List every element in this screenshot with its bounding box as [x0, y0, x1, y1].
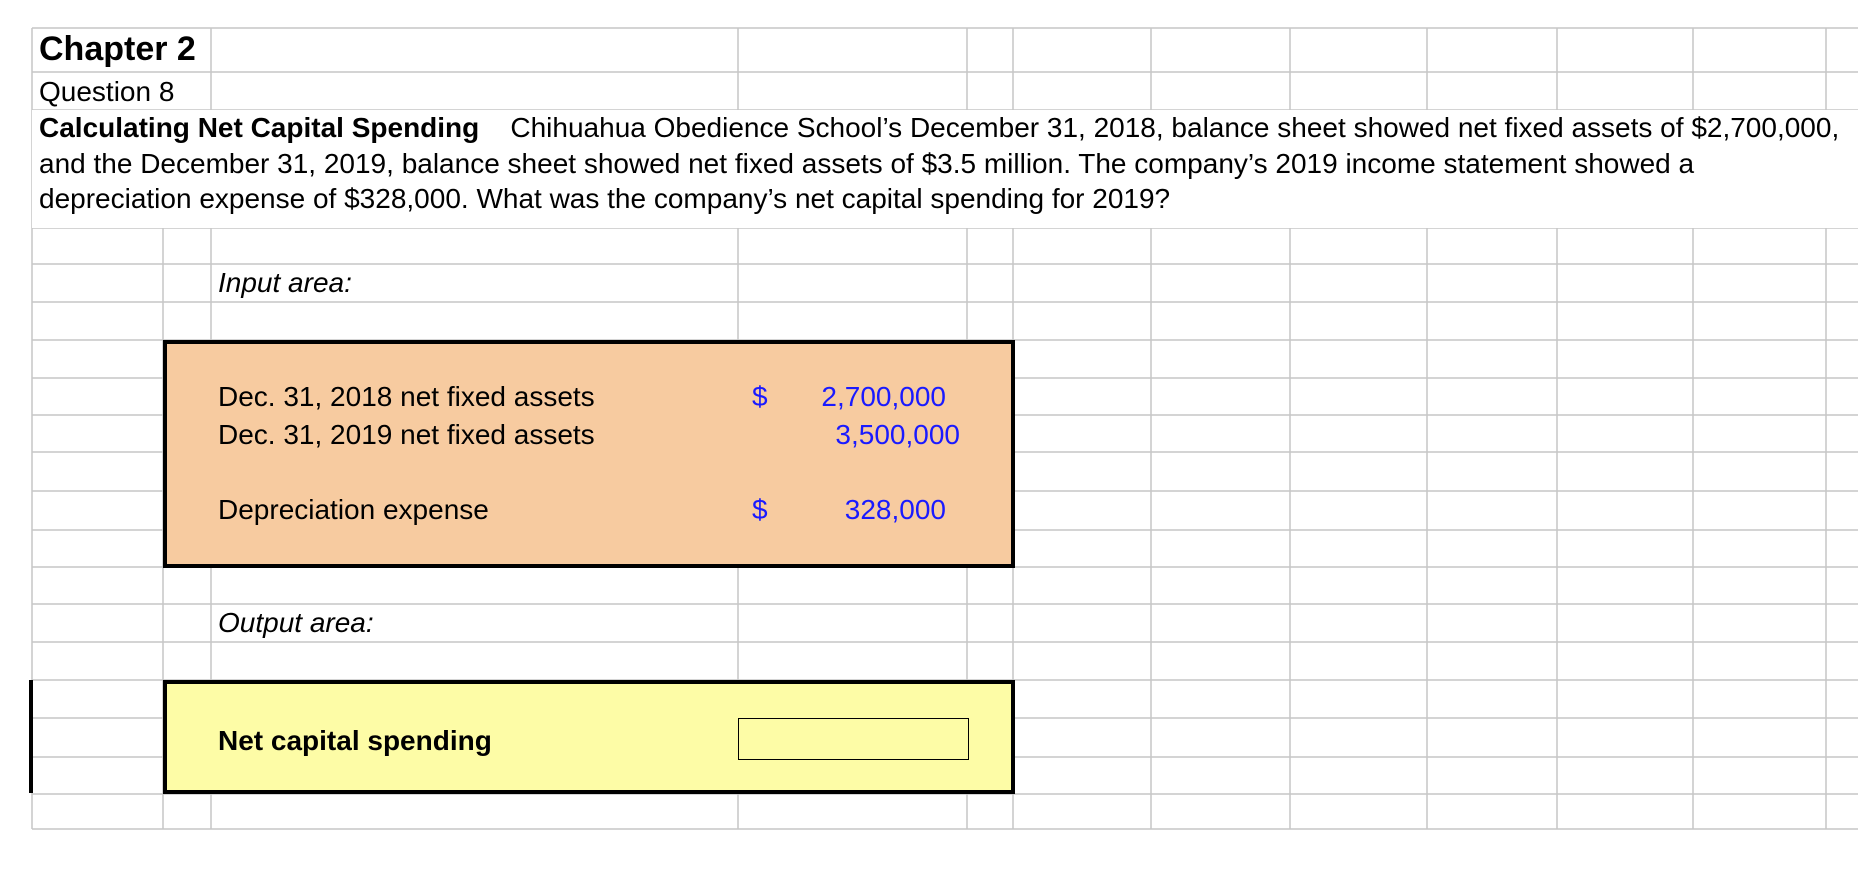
- input-label-2018-assets: Dec. 31, 2018 net fixed assets: [218, 381, 595, 412]
- net-capital-spending-label: Net capital spending: [218, 725, 492, 756]
- input-value-depreciation[interactable]: 328,000: [844, 494, 946, 525]
- row-border-marker: [29, 680, 33, 793]
- input-label-depreciation: Depreciation expense: [218, 494, 489, 525]
- output-area-label: Output area:: [218, 607, 374, 638]
- net-capital-spending-answer-cell[interactable]: [738, 718, 969, 760]
- input-value-2018-assets[interactable]: 2,700,000: [821, 381, 946, 412]
- question-label: Question 8: [39, 76, 175, 107]
- chapter-heading: Chapter 2: [39, 30, 196, 68]
- currency-symbol-depreciation: $: [752, 494, 768, 525]
- problem-statement: [39, 110, 1851, 217]
- input-value-2019-assets[interactable]: 3,500,000: [835, 419, 960, 450]
- input-label-2019-assets: Dec. 31, 2019 net fixed assets: [218, 419, 595, 450]
- problem-text: Chihuahua Obedience School’s December 31, 2018, balance sheet showed net fixed assets of $2,700,000, and the December 31, 2019, balance sheet showed net fixed assets of $3.5 million. The company’s 2019 income statement showed a depreciation expense of $328,000. What was the company’s net capital spending for 2019?: [39, 112, 1840, 214]
- currency-symbol-2018: $: [752, 381, 768, 412]
- input-area-box: [163, 340, 1015, 568]
- problem-title: Calculating Net Capital Spending: [39, 112, 480, 143]
- input-area-label: Input area:: [218, 267, 352, 298]
